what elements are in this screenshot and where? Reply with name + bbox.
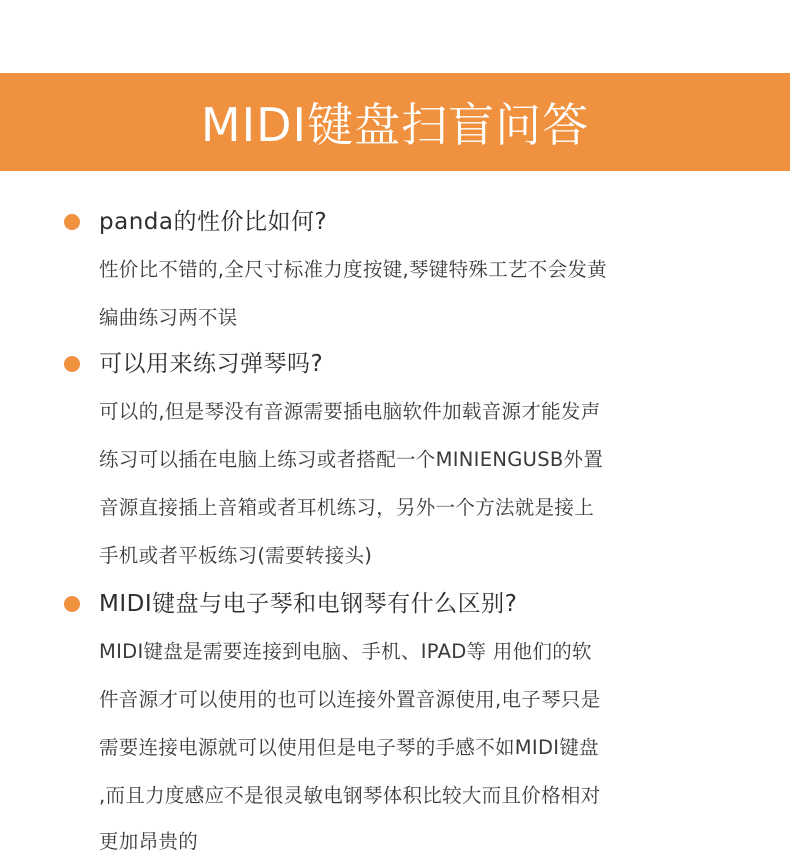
qa-item-3 (0, 583, 790, 853)
page-title: MIDI键盘扫盲问答 (200, 98, 590, 152)
answer-line: 件音源才可以使用的也可以连接外置音源使用,电子琴只是 (99, 688, 601, 711)
qa-item-1 (0, 201, 790, 329)
answer-line: 需要连接电源就可以使用但是电子琴的手感不如MIDI键盘 (99, 736, 599, 759)
answer-line: 编曲练习两不误 (99, 306, 238, 329)
answer-line: MIDI键盘是需要连接到电脑、手机、IPAD等 用他们的软 (99, 640, 592, 663)
answer-line: 手机或者平板练习(需要转接头) (99, 544, 373, 567)
answer-line: 练习可以插在电脑上练习或者搭配一个MINIENGUSB外置 (99, 448, 604, 471)
bullet-dot-icon (64, 356, 80, 372)
answer-line: 更加昂贵的 (99, 830, 199, 853)
question-text: panda的性价比如何? (99, 209, 328, 235)
question-text: 可以用来练习弹琴吗? (99, 351, 324, 377)
title-banner (0, 73, 790, 171)
qa-item-2 (0, 343, 790, 567)
bullet-dot-icon (64, 596, 80, 612)
answer-line: 可以的,但是琴没有音源需要插电脑软件加载音源才能发声 (99, 400, 601, 423)
answer-line: 性价比不错的,全尺寸标准力度按键,琴键特殊工艺不会发黄 (99, 258, 607, 281)
answer-line: ,而且力度感应不是很灵敏电钢琴体积比较大而且价格相对 (99, 784, 601, 807)
answer-line: 音源直接插上音箱或者耳机练习，另外一个方法就是接上 (99, 496, 595, 519)
question-text: MIDI键盘与电子琴和电钢琴有什么区别? (99, 591, 518, 617)
bullet-dot-icon (64, 214, 80, 230)
